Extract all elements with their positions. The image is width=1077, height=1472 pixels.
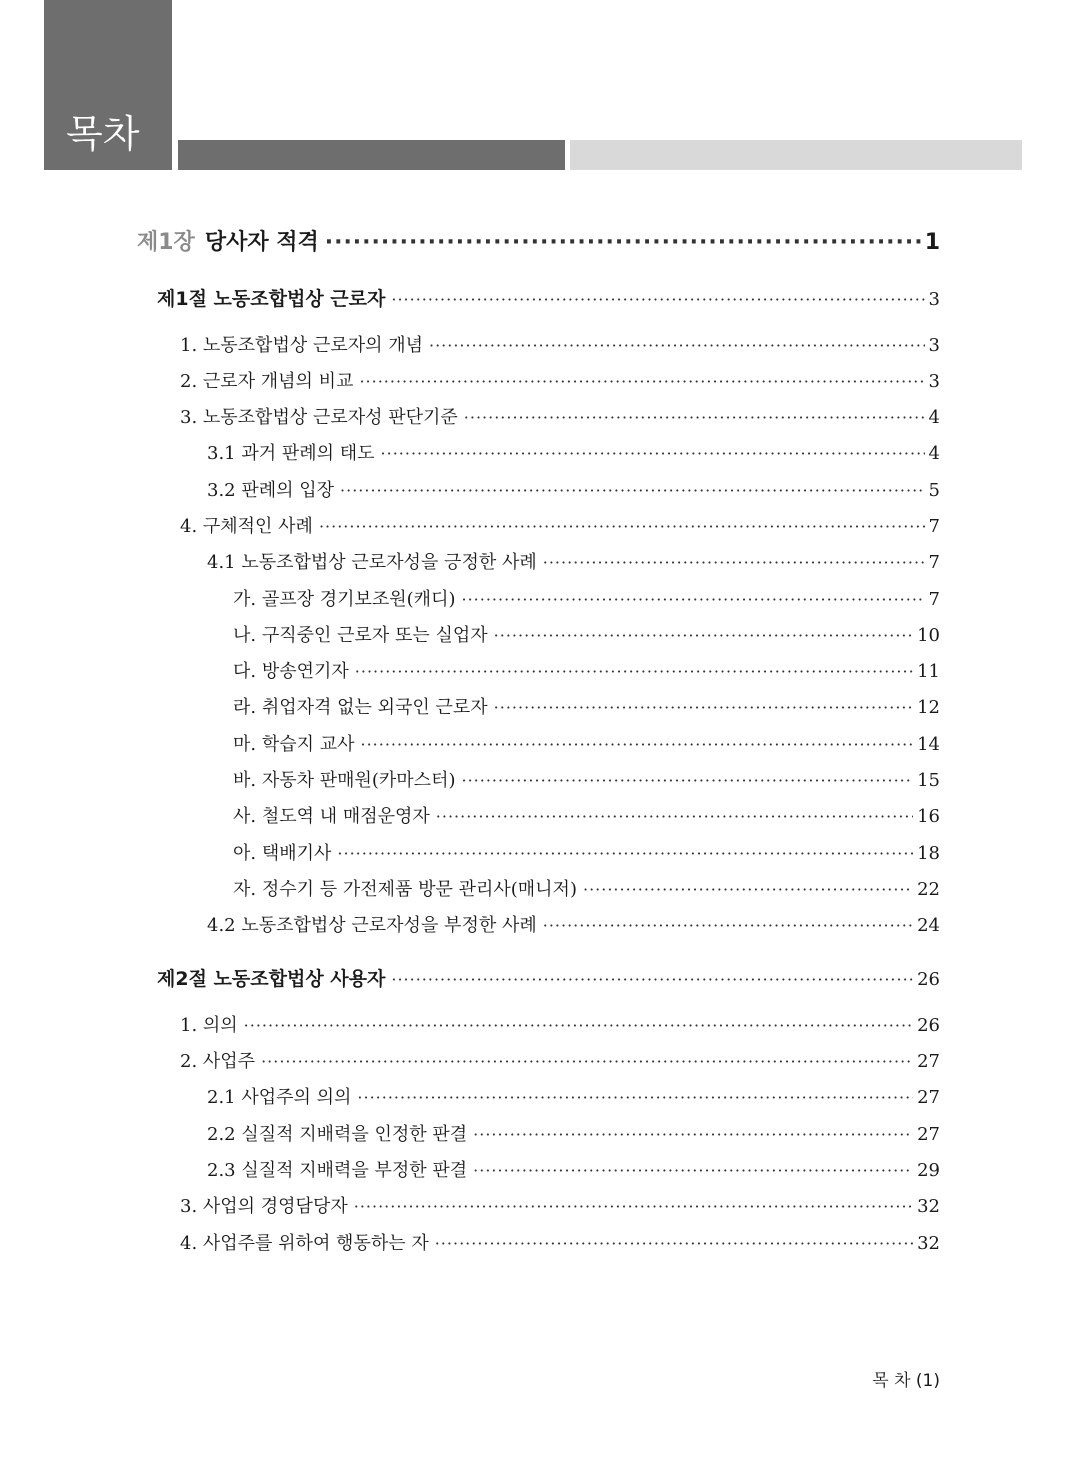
page-number: 4: [928, 407, 940, 428]
toc-item[interactable]: [233, 875, 940, 901]
toc-item-label: 라. 취업자격 없는 외국인 근로자: [233, 697, 488, 718]
dot-leader: [494, 626, 913, 645]
dot-leader: [461, 771, 913, 790]
header-bar-light: [570, 140, 1022, 170]
page-number: 27: [917, 1087, 940, 1108]
dot-leader: [543, 916, 913, 935]
page-number: 27: [917, 1051, 940, 1072]
page-number: 7: [928, 552, 940, 573]
page-number: 27: [917, 1124, 940, 1145]
toc-item-label: 4.1 노동조합법상 근로자성을 긍정한 사례: [207, 552, 537, 573]
page-number: 4: [928, 443, 940, 464]
toc-item-label: 2.3 실질적 지배력을 부정한 판결: [207, 1160, 468, 1181]
toc-item-label: 자. 정수기 등 가전제품 방문 관리사(매니저): [233, 879, 577, 900]
header-bar-dark: [178, 140, 565, 170]
page-footer: 목 차 (1): [872, 1371, 940, 1391]
dot-leader: [261, 1052, 913, 1071]
page-number: 3: [928, 289, 940, 310]
section-label: 제1절 노동조합법상 근로자: [157, 288, 386, 310]
toc-item[interactable]: [207, 476, 940, 502]
page-number: 10: [917, 625, 940, 646]
chapter-title: 당사자 적격: [204, 230, 319, 255]
toc-item[interactable]: [207, 911, 940, 937]
dot-leader: [337, 844, 913, 863]
dot-leader: [435, 1234, 913, 1253]
toc-item-label: 1. 의의: [180, 1015, 238, 1036]
toc-item-label: 2. 근로자 개념의 비교: [180, 371, 354, 392]
page-number: 14: [917, 734, 940, 755]
page-number: 7: [928, 516, 940, 537]
toc-item[interactable]: [207, 1156, 940, 1182]
dot-leader: [473, 1161, 913, 1180]
dot-leader: [391, 290, 924, 309]
toc-item[interactable]: [180, 1047, 940, 1073]
dot-leader: [340, 481, 925, 500]
page-title: [44, 0, 172, 170]
toc-item-label: 2.2 실질적 지배력을 인정한 판결: [207, 1124, 468, 1145]
toc-item[interactable]: [180, 367, 940, 393]
toc-item[interactable]: [180, 331, 940, 357]
toc-item-label: 2. 사업주: [180, 1051, 256, 1072]
toc-item[interactable]: [233, 766, 940, 792]
dot-leader: [543, 553, 925, 572]
dot-leader: [354, 1197, 913, 1216]
toc-item[interactable]: [180, 1192, 940, 1218]
page-number: 11: [917, 661, 940, 682]
toc-item-label: 3.2 판례의 입장: [207, 480, 335, 501]
dot-leader: [325, 230, 921, 255]
toc-item-label: 1. 노동조합법상 근로자의 개념: [180, 335, 423, 356]
toc-section-1[interactable]: [157, 284, 940, 311]
toc-item[interactable]: [180, 403, 940, 429]
page-number: 16: [917, 806, 940, 827]
dot-leader: [391, 970, 913, 989]
page-number: 26: [917, 969, 940, 990]
toc-section-2[interactable]: [157, 964, 940, 991]
toc-item-label: 마. 학습지 교사: [233, 734, 355, 755]
toc-item-label: 4. 구체적인 사례: [180, 516, 313, 537]
dot-leader: [494, 698, 913, 717]
page-number: 26: [917, 1015, 940, 1036]
page-number: 32: [917, 1196, 940, 1217]
page-number: 22: [917, 879, 940, 900]
page-number: 1: [924, 230, 940, 255]
dot-leader: [357, 1088, 913, 1107]
page-number: 5: [928, 480, 940, 501]
toc-item[interactable]: [207, 1120, 940, 1146]
page-number: 24: [917, 915, 940, 936]
dot-leader: [583, 880, 913, 899]
dot-leader: [381, 444, 925, 463]
page-number: 15: [917, 770, 940, 791]
page-number: 12: [917, 697, 940, 718]
page-title-text: 목차: [66, 112, 140, 156]
dot-leader: [436, 807, 913, 826]
dot-leader: [464, 408, 925, 427]
toc-item-label: 3.1 과거 판례의 태도: [207, 443, 375, 464]
page-number: 3: [928, 371, 940, 392]
toc-item[interactable]: [207, 548, 940, 574]
section-label: 제2절 노동조합법상 사용자: [157, 968, 386, 990]
toc-item[interactable]: [233, 802, 940, 828]
page-number: 32: [917, 1233, 940, 1254]
toc-item[interactable]: [233, 657, 940, 683]
toc-item-label: 3. 사업의 경영담당자: [180, 1196, 348, 1217]
dot-leader: [359, 372, 924, 391]
dot-leader: [361, 735, 914, 754]
chapter-number: 제1장: [137, 230, 195, 255]
toc-item[interactable]: [207, 439, 940, 465]
toc-item-label: 4. 사업주를 위하여 행동하는 자: [180, 1233, 429, 1254]
page-number: 7: [928, 589, 940, 610]
toc-item[interactable]: [233, 621, 940, 647]
toc-item[interactable]: [233, 839, 940, 865]
page-number: 18: [917, 843, 940, 864]
toc-item-label: 3. 노동조합법상 근로자성 판단기준: [180, 407, 458, 428]
toc-item-label: 2.1 사업주의 의의: [207, 1087, 352, 1108]
dot-leader: [244, 1016, 913, 1035]
toc-item-label: 가. 골프장 경기보조원(캐디): [233, 589, 456, 610]
toc-item-label: 사. 철도역 내 매점운영자: [233, 806, 430, 827]
toc-chapter-1[interactable]: [137, 225, 940, 256]
dot-leader: [461, 590, 924, 609]
toc-item-label: 아. 택배기사: [233, 843, 332, 864]
toc-item-label: 다. 방송연기자: [233, 661, 349, 682]
toc-item[interactable]: [233, 730, 940, 756]
page-number: 3: [928, 335, 940, 356]
dot-leader: [473, 1125, 913, 1144]
toc-item-label: 4.2 노동조합법상 근로자성을 부정한 사례: [207, 915, 537, 936]
toc-item[interactable]: [180, 512, 940, 538]
page-number: 29: [917, 1160, 940, 1181]
toc-item[interactable]: [207, 1083, 940, 1109]
toc-item-label: 나. 구직중인 근로자 또는 실업자: [233, 625, 488, 646]
toc-item[interactable]: [180, 1229, 940, 1255]
toc-item[interactable]: [233, 585, 940, 611]
toc-item[interactable]: [233, 693, 940, 719]
dot-leader: [355, 662, 913, 681]
dot-leader: [429, 336, 925, 355]
toc-item-label: 바. 자동차 판매원(카마스터): [233, 770, 456, 791]
dot-leader: [319, 517, 925, 536]
toc-item[interactable]: [180, 1011, 940, 1037]
